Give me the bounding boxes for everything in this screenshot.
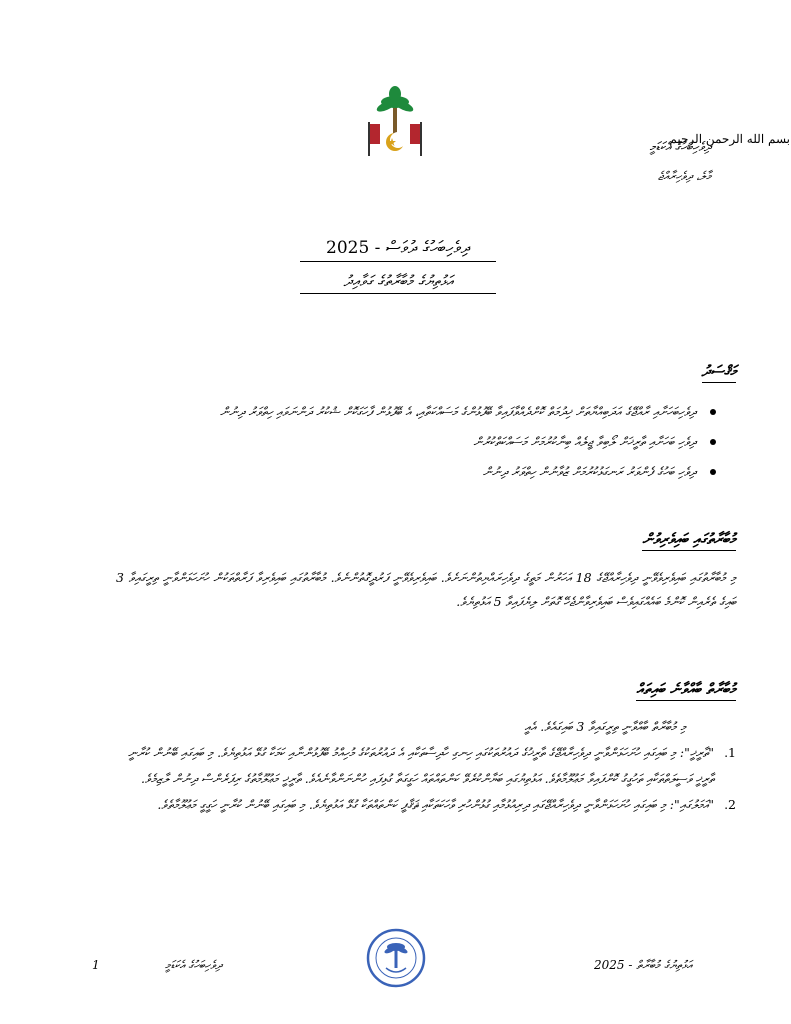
section-heading-structure: މުބާރާތް ބާއްވާނެ ބައިތައް [636,680,736,701]
list-item [116,400,716,424]
page-subtitle: އަޅުތިޔުގެ މުބާރާތުގެ ގަވާއިދު [300,272,496,294]
list-item-text: ދިވެހި ބަހުގެ ފެންވަރު ރަނގަޅުކުރުމަށް ޒުވާނުން ހިތްވަރު ދިނުން [482,464,696,479]
bullet-icon [710,439,716,445]
item-number: 1. [724,745,736,760]
item-number: 2. [724,797,736,812]
sender-organization: ދިވެހިބަހުގެ އެކަޑަމީ [649,140,711,155]
bullet-icon [710,409,716,415]
structure-intro: މި މުބާރާތް ބާއްވާނީ ތިރީގައިވާ 3 ބައިގައެވެ. އެއީ [524,719,686,734]
footer-page-number: 1 [92,958,100,972]
list-item-text: ދިވެހި ބަހަށާއި ތާރީޚަށް ލޯބިވާ ޖީލެއް ބިނާކުރުމަށް މަސައްކަތްކުރުން [473,434,696,449]
list-item [116,430,716,454]
title-block [300,238,496,294]
bullet-icon [710,469,716,475]
page-title: ދިވެހިބަހުގެ ދުވަސް - 2025 [300,238,496,262]
participation-paragraph: މި މުބާރާތުގައި ބައިވެރިވެވޭނީ ދިވެހިރާއްޖޭގެ 18 އަހަރުން މަތީގެ ދިވެހިރައްޔިތުންނަށެވެ. ބައިވެރިވެވޭނީ ފަރުދީގޮތުންނެވެ. މުބާރާތުގައި ބައިވެރިވާ ފަރާތްތަކުން ހުށަހަޅަންވާނީ ތިރީގައިވާ 3 ބައިގެ ތެރެއިން ކޮންމެ ބައެއްގައިވެސް ބައިވެރިވާންޖެހޭ ގޮތަށް ލިޔެފައިވާ 5 އަޅުތިޔެވެ. [116,570,737,609]
numbered-item [116,792,736,818]
academy-seal-icon [366,928,426,988]
footer-organization: ދިވެހިބަހުގެ އެކަޑަމީ [165,958,222,972]
structure-content [116,714,736,818]
section-heading-objectives: މަޤްސަދު [702,362,736,383]
emblem-icon [362,84,428,158]
list-item [116,460,716,484]
objectives-list [116,400,716,490]
bismillah-calligraphy: بسم الله الرحمن الرحيم [669,132,790,146]
item-text: "ތާރީޚީ": މި ބައިގައި ހުށަހަޅަންވާނީ ދިވެހިރާއްޖޭގެ ތާރީޚުގެ ދައުރުތަކުގައި ހިނގި ހާދިސާތަކާއި އެ ދައުރުތަކުގެ މުހިއްމު ބޭފުޅުންނާއި ކަމަކާ ގުޅޭ އަޅުތިޔެވެ. މި ބައިގައި ބޭނުން ކުރާނީ ތާރީޚީ ވަސީލަތްތަކާއި ތަހުގީގު ކޮށްފައިވާ މަޢުލޫމާތެވެ. އަޅުތިޔުގައި ބަޔާންކުރެވޭ ކަންތައްތައް ހަގީގަތާ ގުޅިފައި ހުންނަންވާނެއެވެ. ތާރީޚީ މަޢުލޫމާތުގެ ރިފަރެންސް ދިނުން ލާޒިމެވެ. [128,745,714,786]
item-text: "އަމަލުގައި": މި ބައިގައި ހުށަހަޅަންވާނީ ދިވެހިރާއްޖޭގައި ދިރިއުޅުމާއި ގުޅުންހުރި ވާހަކަތަކާއި ޘަޤާފީ ކަންތައްތަކާ ގުޅޭ އަޅުތިޔެވެ. މި ބައިގައި ބޭނުން ކުރާނީ ހަގީގީ މަޢުލޫމާތެވެ. [157,797,714,812]
sender-location: މާލެ، ދިވެހިރާއްޖެ [657,169,711,183]
sender-block [649,140,711,198]
footer-document-title: އަޅުތިޔުގެ މުބާރާތް - 2025 [594,958,692,972]
list-item-text: ދިވެހިބަހަށާއި ރާއްޖޭގެ އަދަބިއްޔާތަށް ޚިދުމަތް ކޮށްދެއްވާފައިވާ ބޭފުޅުންގެ މަސައްކަތާއި، އެ ބޭފުޅުން ފާހަގަކޮށް ޝުކުރު ދަންނަވައި ހިތްވަރު ދިނުން [219,404,696,419]
numbered-item [116,740,736,792]
section-heading-participation: މުބާރާތުގައި ބައިވެރިވުން [642,530,736,551]
